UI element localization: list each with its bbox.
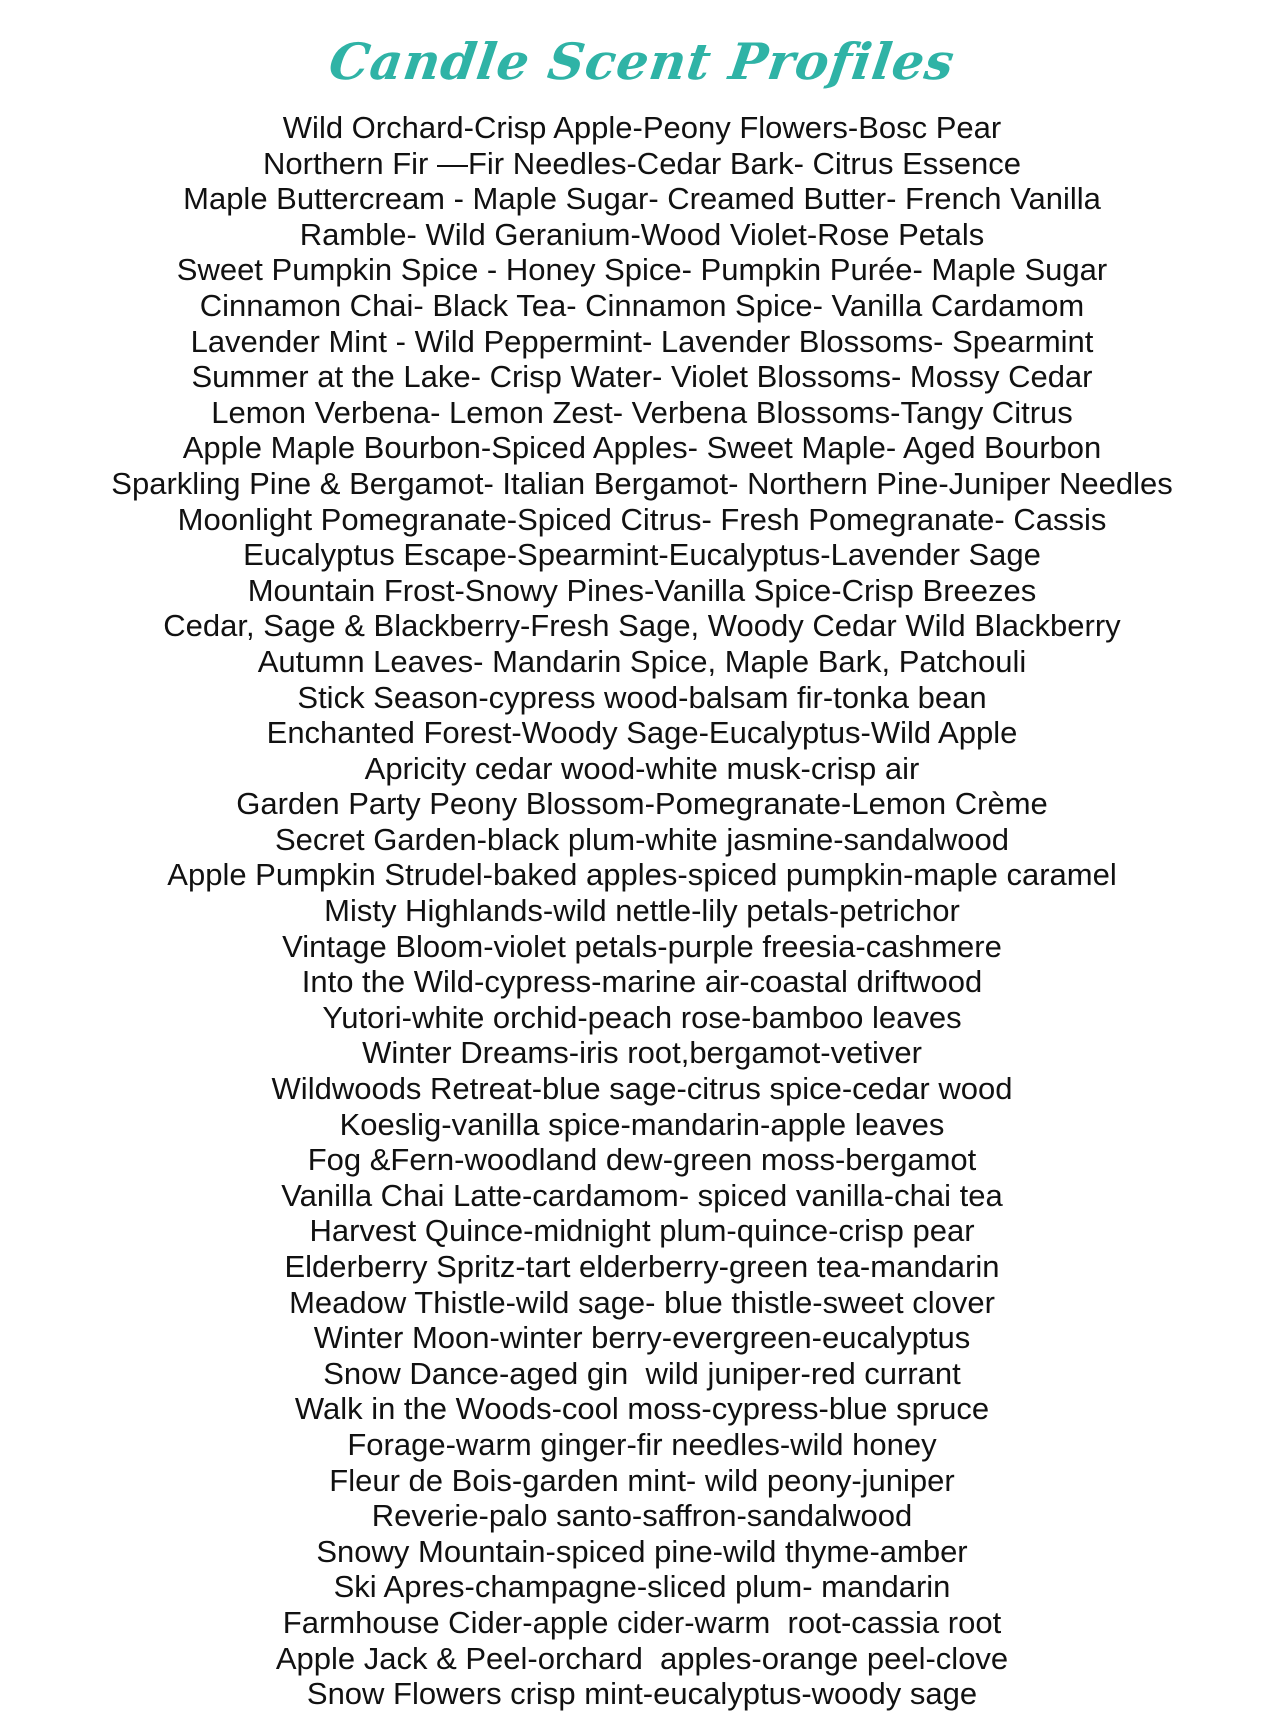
scent-item: Elderberry Spritz-tart elderberry-green tea-mandarin: [284, 1249, 1000, 1284]
scent-item: Cinnamon Chai- Black Tea- Cinnamon Spice- Vanilla Cardamom: [199, 287, 1085, 323]
scent-item: Apple Jack & Peel-orchard apples-orange peel-clove: [275, 1640, 1009, 1676]
scent-item: Farmhouse Cider-apple cider-warm root-cassia root: [282, 1604, 1002, 1640]
scent-item: Maple Buttercream - Maple Sugar- Creamed Butter- French Vanilla: [183, 181, 1101, 217]
scent-item: Snow Flowers crisp mint-eucalyptus-woody sage: [306, 1676, 978, 1712]
scent-item: Ramble- Wild Geranium-Wood Violet-Rose Petals: [299, 216, 985, 252]
scent-item: Stick Season-cypress wood-balsam fir-tonka bean: [297, 679, 987, 715]
scent-item: Winter Dreams-iris root,bergamot-vetiver: [362, 1035, 922, 1071]
scent-item: Vintage Bloom-violet petals-purple freesia-cashmere: [282, 928, 1002, 964]
scent-item: Sparkling Pine & Bergamot- Italian Bergamot- Northern Pine-Juniper Needles: [111, 465, 1173, 501]
scent-item: Ski Apres-champagne-sliced plum- mandarin: [333, 1569, 951, 1605]
scent-item: Vanilla Chai Latte-cardamom- spiced vanilla-chai tea: [281, 1177, 1003, 1213]
scent-item: Snow Dance-aged gin wild juniper-red currant: [323, 1355, 961, 1391]
scent-item: Fleur de Bois-garden mint- wild peony-juniper: [329, 1462, 955, 1498]
scent-item: Moonlight Pomegranate-Spiced Citrus- Fresh Pomegranate- Cassis: [177, 501, 1107, 537]
scent-item: Apple Pumpkin Strudel-baked apples-spiced pumpkin-maple caramel: [167, 857, 1117, 893]
scent-item: Cedar, Sage & Blackberry-Fresh Sage, Woody Cedar Wild Blackberry: [163, 608, 1121, 644]
scent-item: Lemon Verbena- Lemon Zest- Verbena Blossoms-Tangy Citrus: [211, 394, 1073, 430]
scent-item: Sweet Pumpkin Spice - Honey Spice- Pumpkin Purée- Maple Sugar: [176, 252, 1108, 288]
scent-item: Yutori-white orchid-peach rose-bamboo leaves: [322, 999, 962, 1035]
scent-item: Reverie-palo santo-saffron-sandalwood: [371, 1498, 913, 1534]
scent-item: Enchanted Forest-Woody Sage-Eucalyptus-Wild Apple: [266, 715, 1018, 751]
scent-item: Apple Maple Bourbon-Spiced Apples- Sweet Maple- Aged Bourbon: [182, 430, 1102, 466]
scent-item: Northern Fir —Fir Needles-Cedar Bark- Citrus Essence: [263, 145, 1021, 181]
scent-item: Winter Moon-winter berry-evergreen-eucalyptus: [313, 1320, 971, 1356]
scent-item: Into the Wild-cypress-marine air-coastal driftwood: [301, 964, 983, 1000]
scent-item: Autumn Leaves- Mandarin Spice, Maple Bark, Patchouli: [257, 643, 1027, 679]
scent-item: Meadow Thistle-wild sage- blue thistle-sweet clover: [289, 1284, 995, 1320]
scent-item: Mountain Frost-Snowy Pines-Vanilla Spice-Crisp Breezes: [247, 572, 1037, 608]
scent-item: Eucalyptus Escape-Spearmint-Eucalyptus-Lavender Sage: [243, 537, 1041, 573]
scent-item: Forage-warm ginger-fir needles-wild honey: [347, 1426, 937, 1462]
page-title: Candle Scent Profiles: [325, 32, 959, 91]
scent-item: Wild Orchard-Crisp Apple-Peony Flowers-Bosc Pear: [282, 110, 1002, 145]
scent-item: Misty Highlands-wild nettle-lily petals-petrichor: [324, 893, 960, 929]
scent-list: [0, 110, 1284, 1712]
scent-item: Fog &Fern-woodland dew-green moss-bergamot: [307, 1142, 977, 1178]
scent-item: Apricity cedar wood-white musk-crisp air: [364, 750, 920, 786]
scent-item: Summer at the Lake- Crisp Water- Violet Blossoms- Mossy Cedar: [191, 359, 1093, 395]
scent-item: Harvest Quince-midnight plum-quince-crisp pear: [309, 1213, 975, 1249]
scent-item: Wildwoods Retreat-blue sage-citrus spice-cedar wood: [271, 1071, 1013, 1107]
scent-item: Lavender Mint - Wild Peppermint- Lavender Blossoms- Spearmint: [190, 323, 1094, 359]
scent-item: Walk in the Woods-cool moss-cypress-blue spruce: [294, 1391, 990, 1427]
scent-item: Koeslig-vanilla spice-mandarin-apple leaves: [339, 1106, 945, 1142]
scent-item: Snowy Mountain-spiced pine-wild thyme-amber: [316, 1533, 968, 1569]
scent-item: Secret Garden-black plum-white jasmine-sandalwood: [274, 821, 1009, 857]
scent-item: Garden Party Peony Blossom-Pomegranate-Lemon Crème: [236, 786, 1048, 822]
